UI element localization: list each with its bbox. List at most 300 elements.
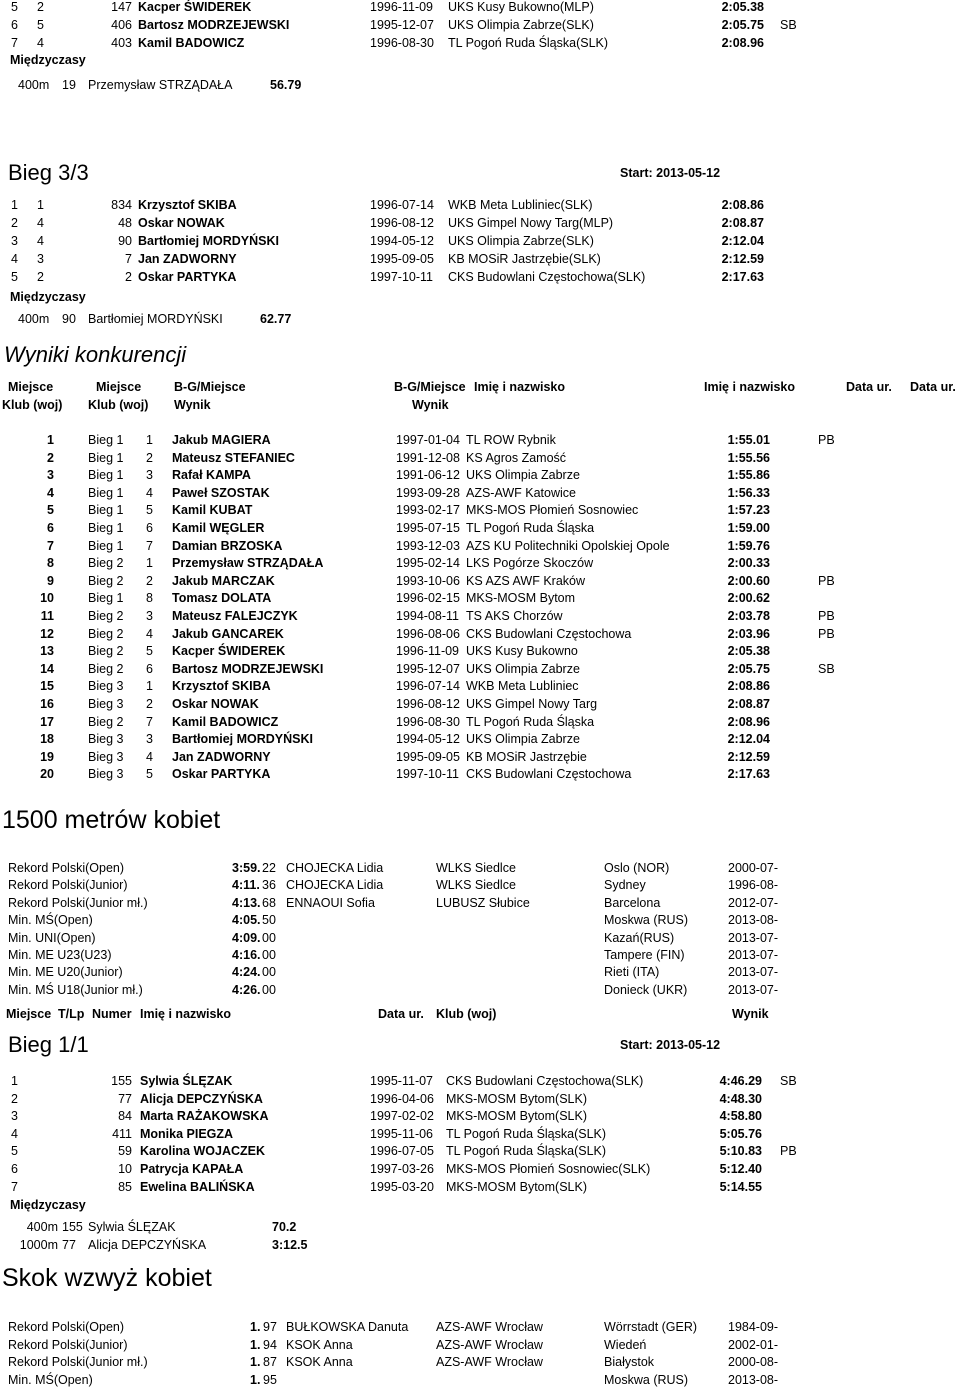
club-name: UKS Olimpia Zabrze (466, 661, 580, 676)
place-cell: 2 (11, 216, 18, 230)
athlete-name: Mateusz FALEJCZYK (172, 609, 298, 623)
record-date: 2013-07- (728, 965, 779, 980)
club-name: TL Pogoń Ruda Śląska(SLK) (446, 1144, 607, 1159)
result-time: 1:59.00 (727, 521, 770, 535)
bib-number: 2 (125, 270, 132, 284)
record-row (0, 859, 960, 877)
split-row (0, 1218, 960, 1236)
position-cell: 5 (146, 644, 153, 659)
header-cell: Data ur. (378, 1007, 424, 1021)
club-name: KB MOSiR Jastrzębie(SLK) (448, 252, 601, 266)
position-cell: 2 (146, 697, 153, 711)
result-time: 5:10.83 (719, 1144, 762, 1159)
athlete-name: Karolina WOJACZEK (140, 1144, 266, 1159)
record-row (0, 1371, 960, 1389)
athlete-name: Kamil BADOWICZ (138, 36, 245, 50)
splits-label: Międzyczasy (10, 53, 86, 67)
position-cell: 4 (146, 749, 153, 764)
athlete-name: Jakub MAGIERA (172, 433, 271, 447)
header-cell: Imię i nazwisko (140, 1007, 232, 1021)
record-result: 1. (250, 1320, 261, 1334)
record-result-decimals: 97 (263, 1320, 277, 1334)
record-result-decimals: 87 (263, 1355, 277, 1370)
record-date: 1984-09- (728, 1320, 779, 1334)
record-row (0, 911, 960, 929)
record-date: 2013-08- (728, 1372, 779, 1387)
club-name: LKS Pogórze Skoczów (466, 556, 594, 571)
heat-cell: Bieg 1 (88, 485, 124, 500)
record-label: Rekord Polski(Junior mł.) (8, 895, 148, 910)
record-note: PB (818, 573, 835, 588)
place-cell: 7 (11, 36, 18, 50)
result-row (0, 268, 960, 286)
athlete-name: Rafał KAMPA (172, 468, 251, 483)
place-cell: 1 (47, 433, 54, 447)
athlete-name: Oskar NOWAK (138, 216, 225, 230)
section-title: 1500 metrów kobiet (2, 806, 221, 834)
table-row (0, 589, 960, 607)
athlete-name: Oskar PARTYKA (172, 767, 271, 782)
club-name: AZS-AWF Wrocław (436, 1320, 543, 1334)
bib-number: 10 (118, 1162, 132, 1176)
record-note: SB (818, 661, 835, 676)
position-cell: 1 (146, 433, 153, 447)
result-time: 2:08.86 (721, 198, 764, 212)
club-name: WKB Meta Lubliniec (466, 679, 579, 694)
heat-title: Bieg 1/1 (8, 1032, 89, 1057)
position-cell: 8 (146, 591, 153, 606)
club-name: KS Agros Zamość (466, 450, 567, 465)
record-result-decimals: 94 (263, 1337, 277, 1352)
table-row (0, 642, 960, 660)
record-location: Wörrstadt (GER) (604, 1320, 698, 1334)
athlete-name: Sylwia ŚLĘZAK (140, 1074, 233, 1088)
record-label: Rekord Polski(Open) (8, 1320, 125, 1334)
result-time: 2:05.75 (727, 661, 770, 676)
position-cell: 3 (146, 732, 153, 747)
birth-date: 1996-08-30 (370, 36, 434, 50)
header-cell: Numer (92, 1007, 132, 1021)
position-cell: 6 (146, 521, 153, 535)
header-cell: B-G/Miejsce (174, 380, 246, 394)
place-cell: 3 (11, 1109, 18, 1124)
club-name: CKS Budowlani Częstochowa(SLK) (448, 270, 646, 284)
position-cell: 5 (146, 503, 153, 518)
club-name: WKB Meta Lubliniec(SLK) (448, 198, 593, 212)
birth-date: 1997-10-11 (370, 270, 434, 284)
birth-date: 1991-06-12 (396, 468, 460, 483)
table-row (0, 501, 960, 519)
record-label: Min. MŚ U18(Junior mł.) (8, 982, 143, 997)
result-time: 2:00.62 (727, 591, 770, 606)
athlete-name: Damian BRZOSKA (172, 538, 283, 553)
heat-cell: Bieg 3 (88, 679, 124, 694)
club-name: TL ROW Rybnik (466, 433, 556, 447)
split-time: 3:12.5 (272, 1238, 308, 1252)
result-row (0, 1107, 960, 1125)
position-cell: 4 (146, 626, 153, 641)
heat-cell: Bieg 1 (88, 450, 124, 465)
place-cell: 4 (11, 1126, 18, 1141)
record-date: 2002-01- (728, 1337, 779, 1352)
record-holder: KSOK Anna (286, 1337, 353, 1352)
record-result: 1. (250, 1337, 261, 1352)
result-time: 2:12.04 (721, 234, 764, 248)
table-row (0, 748, 960, 766)
record-note: SB (780, 1074, 797, 1088)
athlete-name: Kacper ŚWIDEREK (138, 0, 252, 14)
birth-date: 1996-11-09 (370, 0, 434, 14)
record-date: 2013-07- (728, 982, 779, 997)
position-cell: 2 (37, 270, 44, 284)
table-row (0, 765, 960, 783)
split-time: 56.79 (270, 78, 302, 92)
place-cell: 3 (47, 468, 54, 483)
birth-date: 1995-07-15 (396, 521, 460, 535)
birth-date: 1995-11-07 (370, 1074, 434, 1088)
place-cell: 6 (11, 18, 18, 32)
athlete-name: Bartłomiej MORDYŃSKI (172, 732, 313, 747)
club-name: WLKS Siedlce (436, 878, 516, 893)
record-date: 2013-07- (728, 948, 779, 962)
birth-date: 1996-11-09 (396, 644, 460, 659)
heat-start-date: Start: 2013-05-12 (620, 166, 721, 180)
place-cell: 17 (40, 714, 54, 729)
result-time: 4:48.30 (719, 1091, 762, 1106)
header-cell: Wynik (412, 398, 449, 412)
bib-number: 90 (118, 234, 132, 248)
record-result-decimals: 95 (263, 1372, 277, 1387)
record-location: Moskwa (RUS) (604, 913, 689, 928)
place-cell: 1 (11, 1074, 18, 1088)
header-cell: Miejsce (6, 1007, 52, 1021)
split-distance: 400m (18, 312, 50, 326)
table-row (0, 431, 960, 449)
club-name: KS AZS AWF Kraków (466, 573, 586, 588)
record-label: Min. ME U20(Junior) (8, 965, 123, 980)
record-row (0, 1353, 960, 1371)
place-cell: 12 (40, 626, 54, 641)
club-name: AZS-AWF Wrocław (436, 1355, 543, 1370)
record-holder: CHOJECKA Lidia (286, 861, 384, 875)
bib-number: 411 (112, 1126, 132, 1141)
record-location: Kazań(RUS) (604, 930, 675, 945)
heat-cell: Bieg 2 (88, 644, 124, 659)
bib-number: 85 (118, 1179, 132, 1194)
athlete-name: Przemysław STRZĄDAŁA (88, 78, 233, 92)
heat-cell: Bieg 2 (88, 573, 124, 588)
record-result: 4:13. (232, 895, 261, 910)
heat-cell: Bieg 3 (88, 767, 124, 782)
table-row (0, 730, 960, 748)
record-date: 2013-07- (728, 930, 779, 945)
place-cell: 1 (11, 198, 18, 212)
place-cell: 5 (11, 0, 18, 14)
result-time: 2:08.96 (721, 36, 764, 50)
record-row (0, 981, 960, 999)
result-row (0, 196, 960, 214)
birth-date: 1997-02-02 (370, 1109, 434, 1124)
birth-date: 1993-12-03 (396, 538, 460, 553)
birth-date: 1996-04-06 (370, 1091, 434, 1106)
heat-cell: Bieg 2 (88, 556, 124, 571)
club-name: UKS Gimpel Nowy Targ(MLP) (448, 216, 614, 230)
result-row (0, 34, 960, 52)
record-note: PB (818, 609, 835, 623)
split-time: 70.2 (272, 1220, 297, 1234)
athlete-name: Mateusz STEFANIEC (172, 450, 295, 465)
record-row (0, 1318, 960, 1336)
club-name: UKS Olimpia Zabrze (466, 732, 580, 747)
record-result: 1. (250, 1355, 261, 1370)
table-row (0, 554, 960, 572)
record-result-decimals: 00 (262, 982, 276, 997)
club-name: TL Pogoń Ruda Śląska(SLK) (448, 36, 609, 50)
heat-title: Bieg 3/3 (8, 160, 89, 185)
record-date: 2000-07- (728, 861, 779, 875)
split-row (0, 1236, 960, 1254)
birth-date: 1996-08-06 (396, 626, 460, 641)
record-note: SB (780, 18, 797, 32)
result-time: 5:14.55 (719, 1179, 762, 1194)
bib-number: 84 (118, 1109, 132, 1124)
header-cell: Imię i nazwisko (474, 380, 566, 394)
place-cell: 4 (11, 252, 18, 266)
position-cell: 4 (37, 234, 44, 248)
birth-date: 1996-07-05 (370, 1144, 434, 1159)
record-result-decimals: 22 (262, 861, 276, 875)
record-row (0, 894, 960, 912)
record-result-decimals: 36 (262, 878, 276, 893)
place-cell: 7 (11, 1179, 18, 1194)
record-location: Wiedeń (604, 1337, 647, 1352)
place-cell: 6 (47, 521, 54, 535)
birth-date: 1997-10-11 (396, 767, 460, 782)
club-name: TL Pogoń Ruda Śląska (466, 714, 595, 729)
result-time: 1:57.23 (727, 503, 770, 518)
result-row (0, 16, 960, 34)
record-row (0, 963, 960, 981)
result-time: 2:08.96 (727, 714, 770, 729)
result-time: 5:05.76 (719, 1126, 762, 1141)
header-cell: Data ur. (846, 380, 892, 394)
heat-cell: Bieg 2 (88, 626, 124, 641)
table-row (0, 466, 960, 484)
result-row (0, 214, 960, 232)
club-name: TL Pogoń Ruda Śląska(SLK) (446, 1126, 607, 1141)
record-date: 1996-08- (728, 878, 779, 893)
result-row (0, 232, 960, 250)
table-row (0, 572, 960, 590)
athlete-name: Monika PIEGZA (140, 1126, 234, 1141)
birth-date: 1995-02-14 (396, 556, 460, 571)
bib-number: 77 (118, 1091, 132, 1106)
position-cell: 5 (146, 767, 153, 782)
place-cell: 13 (40, 644, 54, 659)
athlete-name: Przemysław STRZĄDAŁA (172, 556, 324, 571)
record-note: PB (818, 433, 835, 447)
record-date: 2013-08- (728, 913, 779, 928)
result-time: 1:55.01 (727, 433, 770, 447)
record-holder: ENNAOUI Sofia (286, 895, 375, 910)
bib-number: 147 (111, 0, 132, 14)
split-row (0, 76, 960, 94)
position-cell: 4 (37, 216, 44, 230)
record-date: 2012-07- (728, 895, 779, 910)
place-cell: 3 (11, 234, 18, 248)
club-name: CKS Budowlani Częstochowa (466, 626, 632, 641)
bib-number: 59 (118, 1144, 132, 1159)
result-time: 1:55.56 (727, 450, 770, 465)
club-name: CKS Budowlani Częstochowa (466, 767, 632, 782)
header-cell: Data ur. (910, 380, 956, 394)
position-cell: 7 (146, 538, 153, 553)
record-label: Rekord Polski(Junior) (8, 1337, 128, 1352)
club-name: MKS-MOS Płomień Sosnowiec (466, 503, 639, 518)
place-cell: 2 (47, 450, 54, 465)
club-name: MKS-MOSM Bytom(SLK) (446, 1179, 587, 1194)
position-cell: 1 (146, 556, 153, 571)
club-name: AZS-AWF Katowice (466, 485, 576, 500)
result-time: 2:05.38 (721, 0, 764, 14)
column-header-row (0, 1005, 960, 1023)
athlete-name: Bartosz MODRZEJEWSKI (138, 18, 290, 32)
result-time: 4:46.29 (719, 1074, 762, 1088)
record-location: Rieti (ITA) (604, 965, 660, 980)
record-holder: CHOJECKA Lidia (286, 878, 384, 893)
place-cell: 19 (40, 749, 54, 764)
table-row (0, 449, 960, 467)
position-cell: 2 (146, 450, 153, 465)
heat-cell: Bieg 2 (88, 661, 124, 676)
place-cell: 5 (11, 270, 18, 284)
athlete-name: Patrycja KAPAŁA (140, 1162, 244, 1176)
header-cell: Wynik (174, 398, 211, 412)
record-location: Tampere (FIN) (604, 948, 685, 962)
club-name: UKS Gimpel Nowy Targ (466, 697, 598, 711)
record-location: Moskwa (RUS) (604, 1372, 689, 1387)
place-cell: 4 (47, 485, 54, 500)
bib-number: 155 (62, 1220, 83, 1234)
position-cell: 6 (146, 661, 153, 676)
club-name: UKS Olimpia Zabrze(SLK) (448, 18, 594, 32)
birth-date: 1996-08-12 (396, 697, 460, 711)
birth-date: 1993-09-28 (396, 485, 460, 500)
result-time: 1:56.33 (727, 485, 770, 500)
split-time: 62.77 (260, 312, 292, 326)
athlete-name: Kacper ŚWIDEREK (172, 644, 286, 659)
result-time: 2:17.63 (721, 270, 764, 284)
birth-date: 1991-12-08 (396, 450, 460, 465)
result-time: 1:55.86 (727, 468, 770, 483)
club-name: UKS Olimpia Zabrze(SLK) (448, 234, 594, 248)
table-row (0, 484, 960, 502)
result-row (0, 250, 960, 268)
athlete-name: Bartłomiej MORDYŃSKI (138, 234, 279, 248)
club-name: UKS Olimpia Zabrze (466, 468, 580, 483)
record-label: Min. MŚ(Open) (8, 1372, 93, 1387)
athlete-name: Jakub MARCZAK (172, 573, 275, 588)
club-name: UKS Kusy Bukowno(MLP) (448, 0, 594, 14)
club-name: LUBUSZ Słubice (436, 895, 530, 910)
heat-cell: Bieg 1 (88, 521, 124, 535)
birth-date: 1994-05-12 (396, 732, 460, 747)
table-row (0, 519, 960, 537)
place-cell: 20 (40, 767, 54, 782)
record-date: 2000-08- (728, 1355, 779, 1370)
result-row (0, 1090, 960, 1108)
place-cell: 18 (40, 732, 54, 747)
splits-label: Międzyczasy (10, 290, 86, 304)
place-cell: 2 (11, 1091, 18, 1106)
bib-number: 77 (62, 1238, 76, 1252)
record-holder: BUŁKOWSKA Danuta (286, 1320, 409, 1334)
result-row (0, 1072, 960, 1090)
heat-cell: Bieg 3 (88, 697, 124, 711)
place-cell: 14 (40, 661, 54, 676)
birth-date: 1994-08-11 (396, 609, 460, 623)
birth-date: 1996-08-30 (396, 714, 460, 729)
record-location: Barcelona (604, 895, 661, 910)
club-name: AZS-AWF Wrocław (436, 1337, 543, 1352)
split-distance: 400m (26, 1220, 58, 1234)
result-row (0, 1125, 960, 1143)
athlete-name: Jakub GANCAREK (172, 626, 284, 641)
club-name: CKS Budowlani Częstochowa(SLK) (446, 1074, 644, 1088)
header-cell: Miejsce (8, 380, 54, 394)
split-distance: 1000m (19, 1238, 58, 1252)
club-name: KB MOSiR Jastrzębie (466, 749, 587, 764)
record-result-decimals: 00 (262, 965, 276, 980)
place-cell: 16 (40, 697, 54, 711)
athlete-name: Bartosz MODRZEJEWSKI (172, 661, 324, 676)
header-cell: Wynik (732, 1007, 769, 1021)
club-name: MKS-MOSM Bytom(SLK) (446, 1091, 587, 1106)
birth-date: 1993-10-06 (396, 573, 460, 588)
position-cell: 5 (37, 18, 44, 32)
bib-number: 19 (62, 78, 76, 92)
result-time: 2:12.59 (727, 749, 770, 764)
record-row (0, 929, 960, 947)
position-cell: 2 (146, 573, 153, 588)
record-row (0, 946, 960, 964)
record-result-decimals: 00 (262, 930, 276, 945)
club-name: TL Pogoń Ruda Śląska (466, 521, 595, 535)
result-time: 2:05.75 (721, 18, 764, 32)
record-result-decimals: 68 (262, 895, 276, 910)
record-label: Rekord Polski(Junior) (8, 878, 128, 893)
result-time: 2:08.87 (727, 697, 770, 711)
header-cell: Miejsce (96, 380, 142, 394)
record-row (0, 876, 960, 894)
header-cell: T/Lp (58, 1007, 85, 1021)
place-cell: 10 (40, 591, 54, 606)
result-time: 2:03.96 (727, 626, 770, 641)
record-note: PB (780, 1144, 797, 1159)
record-row (0, 1336, 960, 1354)
result-time: 2:00.60 (727, 573, 770, 588)
birth-date: 1996-08-12 (370, 216, 434, 230)
result-row (0, 1142, 960, 1160)
athlete-name: Marta RAŻAKOWSKA (140, 1109, 269, 1124)
record-result: 4:24. (232, 965, 261, 980)
record-note: PB (818, 626, 835, 641)
table-row (0, 677, 960, 695)
bib-number: 406 (111, 18, 132, 32)
record-result: 4:05. (232, 913, 261, 928)
position-cell: 3 (146, 609, 153, 623)
result-time: 2:12.04 (727, 732, 770, 747)
